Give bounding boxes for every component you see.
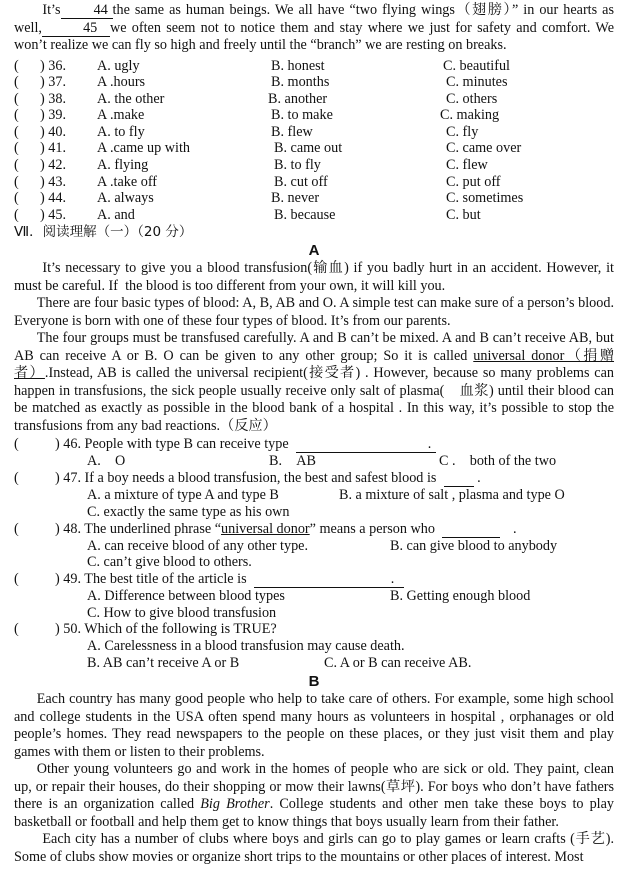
option-c: C. A or B can receive AB. (324, 654, 472, 671)
answer-blank: . (254, 572, 404, 588)
passage-a-paragraph (14, 260, 614, 295)
option-b: B. flew (271, 123, 313, 140)
passage-b-paragraph: Each country has many good people who help to take care of others. For example, some high school and college students in the USA often spend many hours as volunteers in hospital , orphanages or old people’s homes. They read newspapers to the people on these places, or they just visit them and play games with them or listen to their problems. (14, 691, 614, 760)
option-c: C. but (446, 206, 481, 223)
option-row (14, 74, 614, 91)
option-b: B. AB can’t receive A or B (87, 654, 240, 671)
answer-blank: . (296, 437, 436, 453)
answer-paren[interactable]: ( (14, 190, 19, 207)
option-b: B. never (271, 190, 320, 207)
passage-a-paragraph: There are four basic types of blood: A, B, AB and O. A simple test can make sure of a person’s blood. Everyone is born with one of these four types of blood. It’s from our parents. (14, 295, 614, 329)
passage-a-title: A (308, 242, 320, 260)
paragraph-text: . College students and other men take these boys to play basketball or football and help them get to know things that boys usually learn from their father. (14, 796, 615, 830)
question-number: ) 43. (40, 173, 67, 190)
cloze-text: the same as human beings. We all have “two flying wings (112, 2, 455, 18)
stem-text: ) 50. Which of the following is TRUE? (55, 621, 277, 638)
option-a: A .came up with (97, 140, 190, 157)
stem-text: ) 47. If a boy needs a blood transfusion, the best and safest blood is (55, 470, 437, 487)
question-options (14, 487, 614, 504)
question-options (14, 554, 614, 571)
passage-b-paragraph (14, 761, 614, 831)
question-49 (14, 571, 614, 588)
option-row (14, 157, 614, 174)
option-a: A. a mixture of type A and type B (87, 487, 279, 504)
passage-b-title: B (308, 673, 320, 691)
option-row (14, 107, 614, 124)
answer-paren[interactable]: ( (14, 570, 19, 587)
question-number: ) 41. (40, 140, 67, 157)
option-c: C. others (446, 90, 498, 107)
answer-paren[interactable]: ( (14, 140, 19, 157)
answer-paren[interactable]: ( (14, 520, 19, 537)
option-b: B. months (271, 74, 330, 91)
answer-paren[interactable]: ( (14, 123, 19, 140)
option-b: B. came out (274, 140, 343, 157)
question-options (14, 504, 614, 521)
question-options (14, 538, 614, 555)
cloze-text: （翅膀） (454, 2, 512, 18)
underlined-phrase: universal donor (221, 520, 310, 537)
option-a: A. Carelessness in a blood transfusion may cause death. (87, 637, 405, 654)
stem-text: ” means a person who (309, 520, 435, 537)
stem-text: ) 49. The best title of the article is (55, 570, 247, 587)
answer-paren[interactable]: ( (14, 621, 19, 638)
option-b: B. Getting enough blood (390, 587, 531, 604)
option-row (14, 58, 614, 75)
passage-b-paragraph: Each city has a number of clubs where boys and girls can go to play games or learn crafts (手艺). Some of clubs show movies or organize short trips to the mountains or other places of interest. Most (14, 831, 614, 865)
blank-45: 45 (42, 21, 110, 37)
section-heading: Ⅶ．阅读理解（一）（20 分） (14, 224, 193, 241)
option-c: C. sometimes (446, 190, 524, 207)
option-b: B. to make (271, 107, 333, 124)
option-c: C. flew (446, 157, 488, 174)
option-row (14, 207, 614, 224)
answer-blank: . (442, 520, 517, 537)
option-c: C. beautiful (443, 57, 510, 74)
paragraph-text: the blood is too different from your own, it will kill you. (125, 277, 446, 294)
paragraph-text: .Instead, AB is called the universal recipient(接受者) . However, because so many problems can happen in transfusions, the sick people usually receive only salt of plasma( 血浆) until their blood can be matched as exactly as possible in the blood bank of a hospital . In this way, it’s possible to stop the transfusions from any bad reactions.（反应） (14, 365, 614, 434)
option-b: B. can give blood to anybody (390, 537, 558, 554)
question-number: ) 44. (40, 190, 67, 207)
question-number: ) 37. (40, 74, 67, 91)
question-options (14, 588, 614, 605)
paragraph-text: Other young volunteers go and work in the homes of people who are sick or old. They paint, clean up, or repair their houses, do their shopping or mow their lawns(草坪). For boys who don’t have fathers there is an organization called (14, 761, 614, 813)
passage-a-paragraph (14, 330, 614, 435)
worksheet-page (14, 2, 614, 866)
option-b: B. AB (269, 453, 316, 470)
underlined-phrase: universal donor（捐赠者） (14, 347, 615, 382)
cloze-text: ” in our hearts as well, (14, 2, 614, 36)
option-c: C. How to give blood transfusion (87, 604, 277, 621)
option-a: A. flying (97, 157, 149, 174)
option-a: A. the other (97, 90, 165, 107)
option-c: C. fly (446, 123, 479, 140)
question-number: ) 45. (40, 206, 67, 223)
answer-paren[interactable]: ( (14, 206, 19, 223)
question-stem (14, 521, 614, 538)
stem-text: ) 46. People with type B can receive type (55, 436, 289, 453)
question-48 (14, 521, 614, 538)
option-c: C. exactly the same type as his own (87, 503, 290, 520)
paragraph-text: The four groups must be transfused carefully. A and B can’t be mixed. A and B can’t receive AB, but AB can receive A or B. O can be given to any other group; So it is called (14, 330, 614, 364)
question-stem (14, 470, 614, 487)
question-stem (14, 436, 614, 453)
option-a: A. to fly (97, 123, 145, 140)
question-47 (14, 470, 614, 487)
question-number: ) 39. (40, 107, 67, 124)
question-46 (14, 436, 614, 453)
question-50 (14, 621, 614, 638)
question-number: ) 40. (40, 123, 67, 140)
organization-name: Big Brother (200, 796, 270, 813)
question-options (14, 453, 614, 470)
answer-blank (444, 471, 474, 487)
cloze-intro (14, 2, 614, 55)
option-b: B. because (274, 206, 336, 223)
option-c: C. making (440, 107, 500, 124)
answer-paren[interactable]: ( (14, 90, 19, 107)
option-a: A. can receive blood of any other type. (87, 537, 309, 554)
option-b: B. honest (271, 57, 325, 74)
option-row (14, 140, 614, 157)
question-stem (14, 621, 614, 638)
paragraph-text: It’s necessary to give you a blood transfusion(输血) if you badly hurt in an accident. However, it must be careful. If (14, 260, 614, 294)
option-a: A .take off (97, 173, 158, 190)
question-options (14, 655, 614, 672)
answer-paren[interactable]: ( (14, 470, 19, 487)
answer-paren[interactable]: ( (14, 57, 19, 74)
option-a: A. and (97, 206, 135, 223)
option-a: A. always (97, 190, 154, 207)
option-c: C . both of the two (439, 453, 557, 470)
option-b: B. to fly (274, 157, 321, 174)
option-a: A .hours (97, 74, 146, 91)
question-number: ) 42. (40, 157, 67, 174)
question-number: ) 38. (40, 90, 67, 107)
option-b: B. cut off (274, 173, 328, 190)
stem-text: . (473, 470, 481, 487)
blank-44: 44 (61, 3, 113, 19)
answer-paren[interactable]: ( (14, 74, 19, 91)
question-options (14, 605, 614, 622)
cloze-text: we often seem not to notice them and stay where we just for safety and comfort. We won’t realize we can fly so high and freely until the “branch” we are resting on breaks. (14, 19, 614, 53)
question-stem (14, 571, 614, 588)
answer-paren[interactable]: ( (14, 173, 19, 190)
option-b: B. another (268, 90, 328, 107)
answer-paren[interactable]: ( (14, 157, 19, 174)
question-options (14, 638, 614, 655)
option-c: C. put off (446, 173, 501, 190)
option-a: A. ugly (97, 57, 140, 74)
option-a: A. Difference between blood types (87, 587, 285, 604)
cloze-options (14, 58, 614, 224)
option-row (14, 190, 614, 207)
option-row (14, 91, 614, 108)
option-c: C. came over (446, 140, 522, 157)
option-a: A .make (97, 107, 145, 124)
option-row (14, 174, 614, 191)
stem-text: ) 48. The underlined phrase “ (55, 520, 221, 537)
cloze-text: It’s (42, 2, 61, 18)
answer-paren[interactable]: ( (14, 436, 19, 453)
answer-paren[interactable]: ( (14, 107, 19, 124)
option-c: C. can’t give blood to others. (87, 554, 252, 571)
option-c: C. minutes (446, 74, 508, 91)
option-b: B. a mixture of salt , plasma and type O (339, 487, 565, 504)
option-a: A. O (87, 453, 126, 470)
question-number: ) 36. (40, 57, 67, 74)
option-row (14, 124, 614, 141)
